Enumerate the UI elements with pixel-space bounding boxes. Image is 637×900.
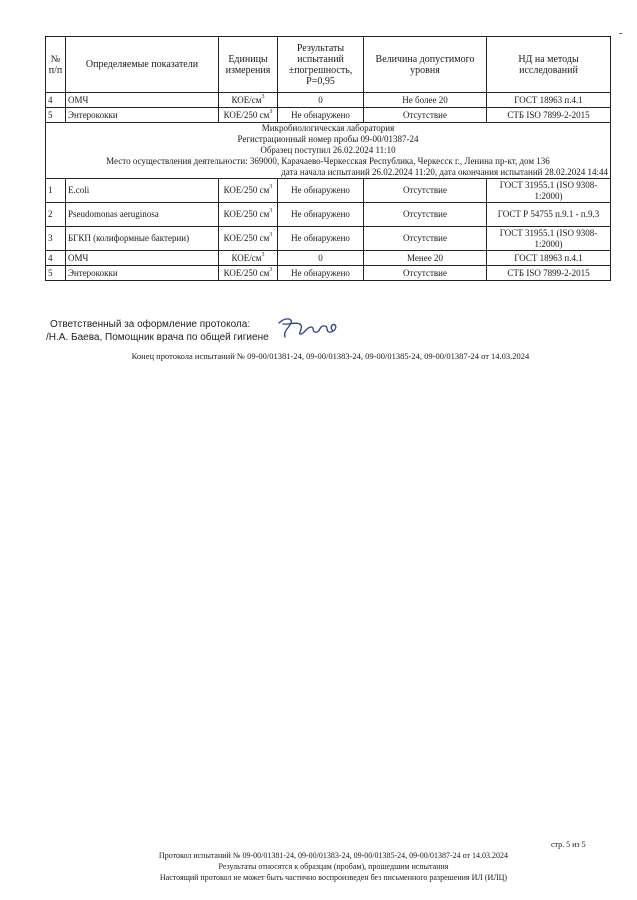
- row-result: Не обнаружено: [278, 203, 364, 227]
- lab-info-block: [46, 123, 611, 179]
- row-limit: Отсутствие: [364, 179, 487, 203]
- responsible-block: [46, 318, 269, 344]
- corner-mark: -: [619, 28, 623, 39]
- table-row: [46, 93, 611, 108]
- table-row: [46, 251, 611, 266]
- activity-location: Место осуществления деятельности: 369000, Карачаево-Черкесская Республика, Черкесск г., Ленина пр-кт, дом 136: [106, 156, 550, 166]
- row-number: 3: [46, 227, 66, 251]
- responsible-person: /Н.А. Баева, Помощник врача по общей гигиене: [46, 332, 269, 343]
- sample-registration-number: Регистрационный номер пробы 09-00/01387-24: [237, 134, 419, 144]
- signature: [275, 315, 345, 341]
- row-unit: КОЕ/$см^3$: [219, 251, 278, 266]
- row-result: 0: [278, 251, 364, 266]
- row-method: ГОСТ Р 54755 п.9.1 - п.9.3: [487, 203, 611, 227]
- row-unit: КОЕ/250 $см^3$: [219, 227, 278, 251]
- table-row: [46, 266, 611, 281]
- row-method: СТБ ISO 7899-2-2015: [487, 108, 611, 123]
- header-method: НД на методы исследований: [487, 37, 611, 93]
- header-result: Результаты испытаний ±погрешность, P=0,95: [278, 37, 364, 93]
- row-number: 5: [46, 266, 66, 281]
- row-limit: Не более 20: [364, 93, 487, 108]
- results-table: [45, 36, 611, 281]
- slash-mark: /: [46, 332, 49, 343]
- row-number: 4: [46, 93, 66, 108]
- row-number: 4: [46, 251, 66, 266]
- page-number: стр. 5 из 5: [551, 840, 586, 849]
- table-row: [46, 227, 611, 251]
- footer-reproduction-note: Настоящий протокол не может быть частично воспроизведен без письменного разрешения ИЛ (ИЛЦ): [159, 873, 508, 882]
- row-result: Не обнаружено: [278, 227, 364, 251]
- row-unit: КОЕ/250 $см^3$: [219, 108, 278, 123]
- row-method: ГОСТ 18963 п.4.1: [487, 251, 611, 266]
- row-unit: КОЕ/250 $см^3$: [219, 203, 278, 227]
- header-limit: Величина допустимого уровня: [364, 37, 487, 93]
- table-header-row: [46, 37, 611, 93]
- row-number: 5: [46, 108, 66, 123]
- row-result: 0: [278, 93, 364, 108]
- table-row: [46, 108, 611, 123]
- row-method: ГОСТ 31955.1 (ISO 9308-1:2000): [487, 227, 611, 251]
- row-limit: Отсутствие: [364, 203, 487, 227]
- row-unit: КОЕ/250 $см^3$: [219, 179, 278, 203]
- row-method: ГОСТ 18963 п.4.1: [487, 93, 611, 108]
- header-unit: Единицы измерения: [219, 37, 278, 93]
- row-indicator: Энтерококки: [66, 266, 219, 281]
- row-indicator: Энтерококки: [66, 108, 219, 123]
- row-indicator: ОМЧ: [66, 93, 219, 108]
- table-row: [46, 179, 611, 203]
- row-indicator: E.coli: [66, 179, 219, 203]
- header-indicator: Определяемые показатели: [66, 37, 219, 93]
- footer-protocol: Протокол испытаний № 09-00/01381-24, 09-00/01383-24, 09-00/01385-24, 09-00/01387-24 от 14.03.2024: [158, 851, 509, 860]
- footer: [0, 850, 637, 883]
- responsible-label: Ответственный за оформление протокола:: [50, 319, 251, 330]
- lab-name: Микробиологическая лаборатория: [261, 123, 395, 133]
- header-number: № п/п: [46, 37, 66, 93]
- sample-received: Образец поступил 26.02.2024 11:10: [260, 145, 396, 155]
- row-limit: Менее 20: [364, 251, 487, 266]
- row-limit: Отсутствие: [364, 266, 487, 281]
- row-method: СТБ ISO 7899-2-2015: [487, 266, 611, 281]
- row-indicator: БГКП (колиформные бактерии): [66, 227, 219, 251]
- row-unit: КОЕ/$см^3$: [219, 93, 278, 108]
- row-unit: КОЕ/250 $см^3$: [219, 266, 278, 281]
- row-indicator: Pseudomonas aeruginosa: [66, 203, 219, 227]
- row-method: ГОСТ 31955.1 (ISO 9308-1:2000): [487, 179, 611, 203]
- test-dates: дата начала испытаний 26.02.2024 11:20, дата окончания испытаний 28.02.2024 14:44: [281, 167, 608, 177]
- row-limit: Отсутствие: [364, 108, 487, 123]
- end-of-protocol: Конец протокола испытаний № 09-00/01381-24, 09-00/01383-24, 09-00/01385-24, 09-00/01387-24 от 14.03.2024: [131, 351, 530, 361]
- row-result: Не обнаружено: [278, 266, 364, 281]
- row-indicator: ОМЧ: [66, 251, 219, 266]
- table-row: [46, 203, 611, 227]
- row-number: 2: [46, 203, 66, 227]
- row-number: 1: [46, 179, 66, 203]
- footer-results-note: Результаты относятся к образцам (пробам), прошедшим испытания: [218, 862, 449, 871]
- row-result: Не обнаружено: [278, 108, 364, 123]
- row-limit: Отсутствие: [364, 227, 487, 251]
- lab-info-row: [46, 123, 611, 179]
- row-result: Не обнаружено: [278, 179, 364, 203]
